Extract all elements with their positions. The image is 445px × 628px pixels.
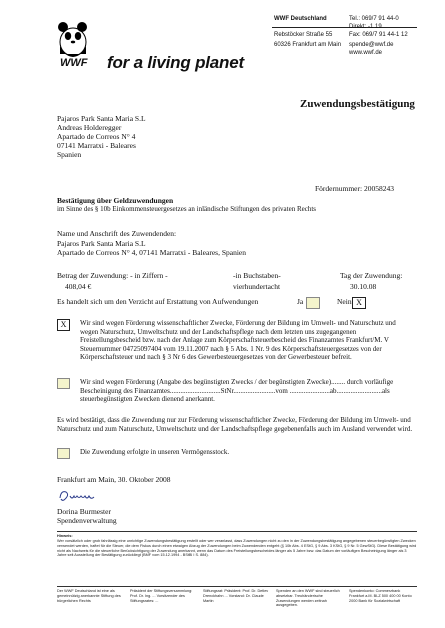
recipient-line-2: Andreas Holderegger bbox=[57, 123, 122, 132]
donor-address: Apartado de Correos N° 4, 07141 Marratxi - Baleares, Spanien bbox=[57, 248, 246, 257]
donor-number: Fördernummer: 20058243 bbox=[315, 184, 394, 193]
footer-col-5: Spendenkonto: Commerzbank Frankfurt a.M. BLZ 500 400 00 Konto 2000 Bank für Sozialwirtschaft bbox=[349, 589, 412, 603]
signer-dept: Spendenverwaltung bbox=[57, 516, 117, 525]
donor-name: Pajaros Park Santa Maria S.L bbox=[57, 239, 146, 248]
footer-divider-bottom bbox=[57, 586, 417, 587]
footer-col-2: Präsident der Stiftungsversammlung: Prof. Dr. Ing. ... Vorsitzender des Stiftungsrates: ... bbox=[130, 589, 193, 603]
header-web: www.wwf.de bbox=[349, 50, 383, 56]
option3-text: Die Zuwendung erfolgte in unseren Vermögensstock. bbox=[80, 448, 230, 456]
waiver-nein-checkbox[interactable]: X bbox=[352, 297, 366, 309]
header-city: 60326 Frankfurt am Main bbox=[274, 42, 342, 48]
donation-date-value: 30.10.08 bbox=[350, 282, 377, 291]
footer-hinweis-label: Hinweis: bbox=[57, 534, 73, 538]
recipient-line-4: 07141 Marratxi - Baleares bbox=[57, 141, 136, 150]
header-divider bbox=[272, 27, 417, 28]
footer-col-4: Spenden an den WWF sind steuerlich absetzbar. Treuhänderische Zuwendungen werden zeitnah ausgegeben. bbox=[276, 589, 340, 608]
donation-date-label: Tag der Zuwendung: bbox=[340, 271, 403, 280]
option2-checkbox[interactable] bbox=[57, 378, 70, 389]
waiver-ja-label: Ja bbox=[297, 297, 304, 306]
document-title: Zuwendungsbestätigung bbox=[300, 98, 415, 110]
amount-label: Betrag der Zuwendung: - in Ziffern - bbox=[57, 271, 168, 280]
option1-text: Wir sind wegen Förderung wissenschaftlicher Zwecke, Förderung der Bildung im Umwelt- und Naturschutz und wegen Naturschutz, Umweltschutz und der Landschaftspflege nach dem letzten uns zugegangenen Freistellungsbescheid bzw. nach der Anlage zum Körperschaftsteuerbescheid des Finanzamtes Frankfurt/M. V Steuernummer 04725097404 vom 19.11.2007 nach § 5 Abs. 1 Nr. 9 des Körperschaftsteuergesetzes von der Körperschaftsteuer und nach § 3 Nr 6 des Gewerbesteuergesetzes von der Gewerbesteuer befreit. bbox=[80, 319, 396, 362]
header-direct: Direkt: -1 19 bbox=[349, 24, 382, 30]
wwf-logo-text: WWF bbox=[60, 57, 88, 69]
header-tel: Tel.: 069/7 91 44-0 bbox=[349, 16, 399, 22]
header-org: WWF Deutschland bbox=[274, 16, 327, 22]
waiver-question: Es handelt sich um den Verzicht auf Erstattung von Aufwendungen bbox=[57, 297, 259, 306]
waiver-nein-label: Nein bbox=[337, 297, 352, 306]
option1-checkbox[interactable]: X bbox=[57, 319, 70, 331]
amount-words-label: -in Buchstaben- bbox=[233, 271, 281, 280]
header-fax: Fax: 069/7 91 44-1 12 bbox=[349, 32, 408, 38]
option3-checkbox[interactable] bbox=[57, 448, 70, 459]
recipient-line-5: Spanien bbox=[57, 150, 82, 159]
tagline: for a living planet bbox=[107, 53, 244, 72]
header-email: spende@wwf.de bbox=[349, 42, 394, 48]
amount-value: 408,04 € bbox=[65, 282, 92, 291]
footer-col-1: Der WWF Deutschland ist eine als gemeinnützig anerkannte Stiftung des bürgerlichen Rechts bbox=[57, 589, 121, 603]
waiver-ja-checkbox[interactable] bbox=[306, 297, 320, 309]
footer-hinweis-text: Wer vorsätzlich oder grob fahrlässig eine unrichtige Zuwendungsbestätigung erstellt oder wer veranlasst, dass Zuwendungen nicht zu den in der Zuwendungsbestätigung angegebenen steuerbegünstigten Zwecken verwendet werden, haftet für die Steuer, die dem Fiskus durch einen etwaigen Abzug der Zuwendungen beim Zuwendenden entgeht (§ 10b Abs. 4 EStG, § 9 Abs. 3 KStG, § 9 Nr. 5 GewStG). Diese Bestätigung wird nicht als Nachweis für die steuerliche Berücksichtigung der Zuwendung anerkannt, wenn das Datum des Freistellungsbescheides länger als 5 Jahre bzw. das Datum der vorläufigen Bescheinigung länger als 3 Jahre seit Ausstellung der Bestätigung zurückliegt (BMF vom 15.12.1994 - BStBl I S. 884). bbox=[57, 539, 417, 558]
signature-image bbox=[58, 488, 98, 504]
option2-text: Wir sind wegen Förderung (Angabe des begünstigten Zwecks / der begünstigten Zwecke)........ durch vorläufige Bescheinigung des Finanzamtes.............................StNr........................vom .......................ab..........................als steuerbegünstigten Zwecken dienend anerkannt. bbox=[80, 378, 394, 404]
panda-logo-icon bbox=[56, 20, 90, 58]
recipient-line-3: Apartado de Correos N° 4 bbox=[57, 132, 136, 141]
certificate-subheading: im Sinne des § 10b Einkommensteuergesetzes an inländische Stiftungen des privaten Rechts bbox=[57, 205, 317, 213]
footer-divider-top bbox=[57, 531, 417, 532]
confirmation-text: Es wird bestätigt, dass die Zuwendung nur zur Förderung wissenschaftlicher Zwecke, Förderung der Bildung im Umwelt- und Naturschutz und zum Naturschutz, Umweltschutz und der Landschaftspflege gegebenenfalls auch im Ausland verwendet wird. bbox=[57, 416, 413, 433]
footer-col-3: Stiftungsrat: Präsident: Prof. Dr. Detlev Drenckhahn ... Vorstand: Dr. Claude Martin bbox=[203, 589, 269, 603]
amount-words-value: vierhundertacht bbox=[233, 282, 281, 291]
certificate-heading: Bestätigung über Geldzuwendungen bbox=[57, 196, 174, 205]
header-street: Rebstöcker Straße 55 bbox=[274, 32, 333, 38]
donor-label: Name und Anschrift des Zuwendenden: bbox=[57, 229, 177, 238]
signer-name: Dorina Burmester bbox=[57, 507, 111, 516]
place-date: Frankfurt am Main, 30. Oktober 2008 bbox=[57, 475, 171, 484]
recipient-line-1: Pajaros Park Santa Maria S.L bbox=[57, 114, 146, 123]
